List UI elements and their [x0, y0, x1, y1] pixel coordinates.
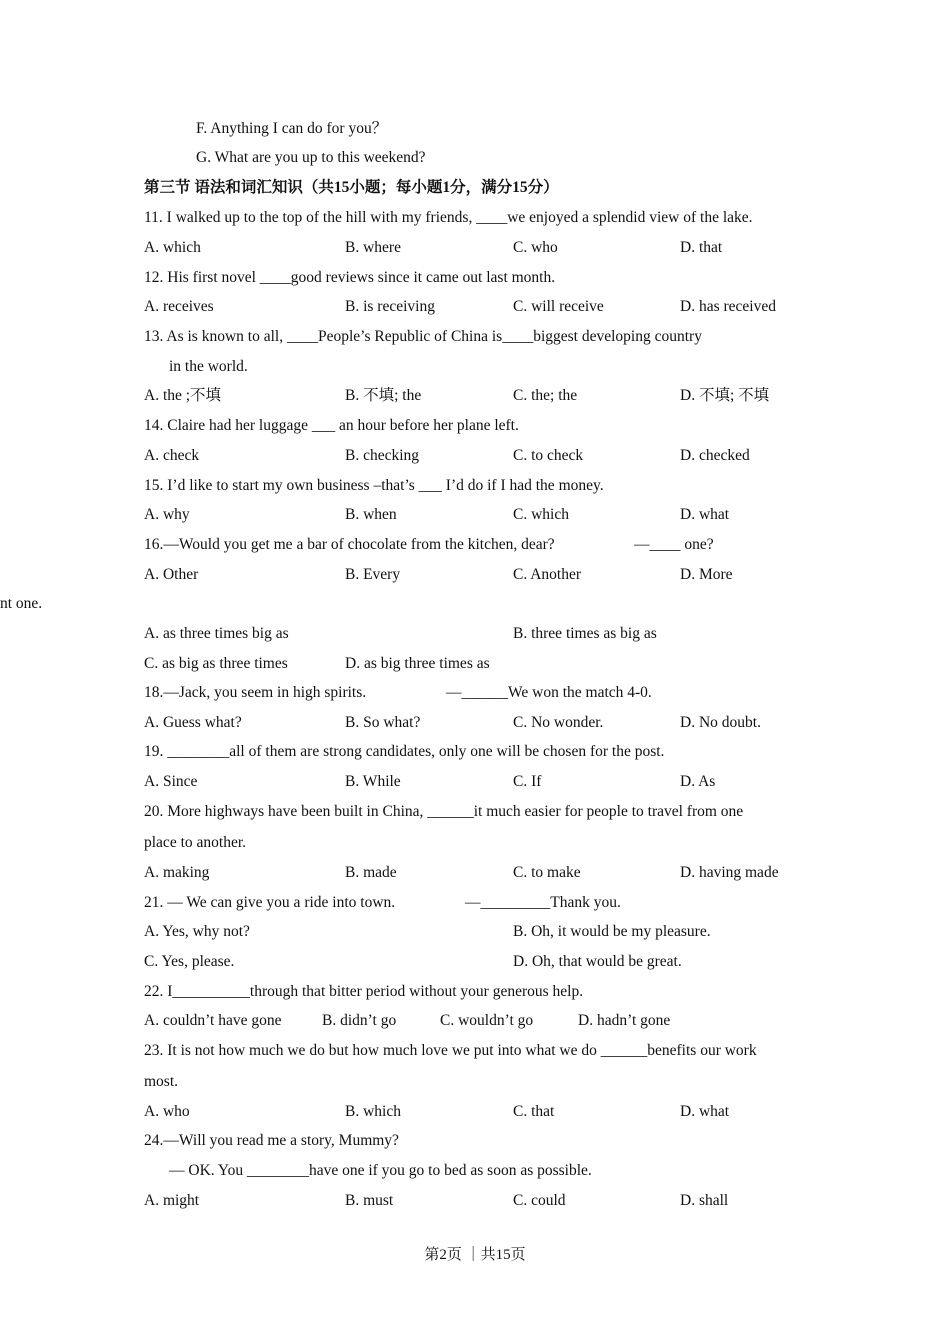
q18-option-a: A. Guess what? — [144, 714, 242, 731]
q13-option-c: C. the; the — [513, 387, 578, 404]
question-17-stem-fragment: nt one. — [0, 595, 43, 612]
q21-option-b: B. Oh, it would be my pleasure. — [513, 923, 711, 940]
q12-option-c: C. will receive — [513, 298, 604, 315]
q16-option-c: C. Another — [513, 566, 582, 583]
q18-option-b: B. So what? — [345, 714, 421, 731]
section-title: 第三节 语法和词汇知识（共15小题；每小题1分，满分15分） — [144, 179, 559, 196]
q15-option-b: B. when — [345, 506, 397, 523]
option-f: F. Anything I can do for you？ — [196, 120, 388, 137]
q24-option-a: A. might — [144, 1192, 200, 1209]
q12-option-b: B. is receiving — [345, 298, 435, 315]
q22-option-b: B. didn’t go — [322, 1012, 397, 1029]
q20-option-c: C. to make — [513, 864, 581, 881]
q24-option-c: C. could — [513, 1192, 566, 1209]
q21-option-a: A. Yes, why not? — [144, 923, 250, 940]
question-24-stem: 24.—Will you read me a story, Mummy? — [144, 1132, 399, 1149]
q14-option-d: D. checked — [680, 447, 750, 464]
question-19-stem: 19. ________all of them are strong candidates, only one will be chosen for the post. — [144, 743, 665, 760]
q22-option-a: A. couldn’t have gone — [144, 1012, 282, 1029]
q17-option-b: B. three times as big as — [513, 625, 657, 642]
q17-option-d: D. as big three times as — [345, 655, 490, 672]
q20-option-b: B. made — [345, 864, 397, 881]
q14-option-a: A. check — [144, 447, 200, 464]
q14-option-b: B. checking — [345, 447, 420, 464]
q23-option-b: B. which — [345, 1103, 401, 1120]
q13-option-b: B. 不填; the — [345, 387, 422, 404]
q18-option-c: C. No wonder. — [513, 714, 604, 731]
question-18-reply: —______We won the match 4-0. — [446, 684, 652, 701]
question-13-stem-cont: in the world. — [169, 358, 248, 375]
question-12-stem: 12. His first novel ____good reviews since it came out last month. — [144, 269, 556, 286]
q16-option-a: A. Other — [144, 566, 199, 583]
option-g: G. What are you up to this weekend? — [196, 149, 426, 166]
page-footer: 第2页 ｜共15页 — [424, 1247, 526, 1263]
q23-option-c: C. that — [513, 1103, 555, 1120]
q11-option-a: A. which — [144, 239, 201, 256]
q22-option-d: D. hadn’t gone — [578, 1012, 671, 1029]
question-23-stem: 23. It is not how much we do but how much love we put into what we do ______benefits our work — [144, 1042, 757, 1059]
question-16-reply: —____ one? — [634, 536, 714, 553]
q16-option-d: D. More — [680, 566, 733, 583]
q11-option-b: B. where — [345, 239, 401, 256]
q14-option-c: C. to check — [513, 447, 584, 464]
q17-option-a: A. as three times big as — [144, 625, 289, 642]
question-22-stem: 22. I__________through that bitter period without your generous help. — [144, 983, 584, 1000]
q19-option-c: C. If — [513, 773, 542, 790]
q11-option-c: C. who — [513, 239, 558, 256]
q16-option-b: B. Every — [345, 566, 401, 583]
q24-option-d: D. shall — [680, 1192, 729, 1209]
question-16-stem: 16.—Would you get me a bar of chocolate from the kitchen, dear? — [144, 536, 555, 553]
q15-option-c: C. which — [513, 506, 569, 523]
question-18-stem: 18.—Jack, you seem in high spirits. — [144, 684, 367, 701]
q23-option-d: D. what — [680, 1103, 730, 1120]
q21-option-c: C. Yes, please. — [144, 953, 235, 970]
q12-option-a: A. receives — [144, 298, 214, 315]
q13-option-a: A. the ;不填 — [144, 387, 222, 404]
q19-option-a: A. Since — [144, 773, 198, 790]
q20-option-d: D. having made — [680, 864, 779, 881]
q19-option-b: B. While — [345, 773, 401, 790]
q13-option-d: D. 不填; 不填 — [680, 387, 770, 404]
question-24-reply: — OK. You ________have one if you go to bed as soon as possible. — [169, 1162, 592, 1179]
q23-option-a: A. who — [144, 1103, 190, 1120]
question-21-stem: 21. — We can give you a ride into town. — [144, 894, 396, 911]
q19-option-d: D. As — [680, 773, 716, 790]
q21-option-d: D. Oh, that would be great. — [513, 953, 682, 970]
question-23-stem-cont: most. — [144, 1073, 179, 1090]
q24-option-b: B. must — [345, 1192, 394, 1209]
q20-option-a: A. making — [144, 864, 210, 881]
question-11-stem: 11. I walked up to the top of the hill with my friends, ____we enjoyed a splendid view of the lake. — [144, 209, 753, 226]
q15-option-a: A. why — [144, 506, 190, 523]
q17-option-c: C. as big as three times — [144, 655, 288, 672]
question-14-stem: 14. Claire had her luggage ___ an hour before her plane left. — [144, 417, 519, 434]
question-15-stem: 15. I’d like to start my own business –that’s ___ I’d do if I had the money. — [144, 477, 604, 494]
q12-option-d: D. has received — [680, 298, 776, 315]
q15-option-d: D. what — [680, 506, 730, 523]
q22-option-c: C. wouldn’t go — [440, 1012, 534, 1029]
question-21-reply: —_________Thank you. — [465, 894, 621, 911]
question-20-stem: 20. More highways have been built in China, ______it much easier for people to travel from one — [144, 803, 744, 820]
question-13-stem: 13. As is known to all, ____People’s Republic of China is____biggest developing country — [144, 328, 702, 345]
q11-option-d: D. that — [680, 239, 723, 256]
q18-option-d: D. No doubt. — [680, 714, 761, 731]
question-20-stem-cont: place to another. — [144, 834, 246, 851]
